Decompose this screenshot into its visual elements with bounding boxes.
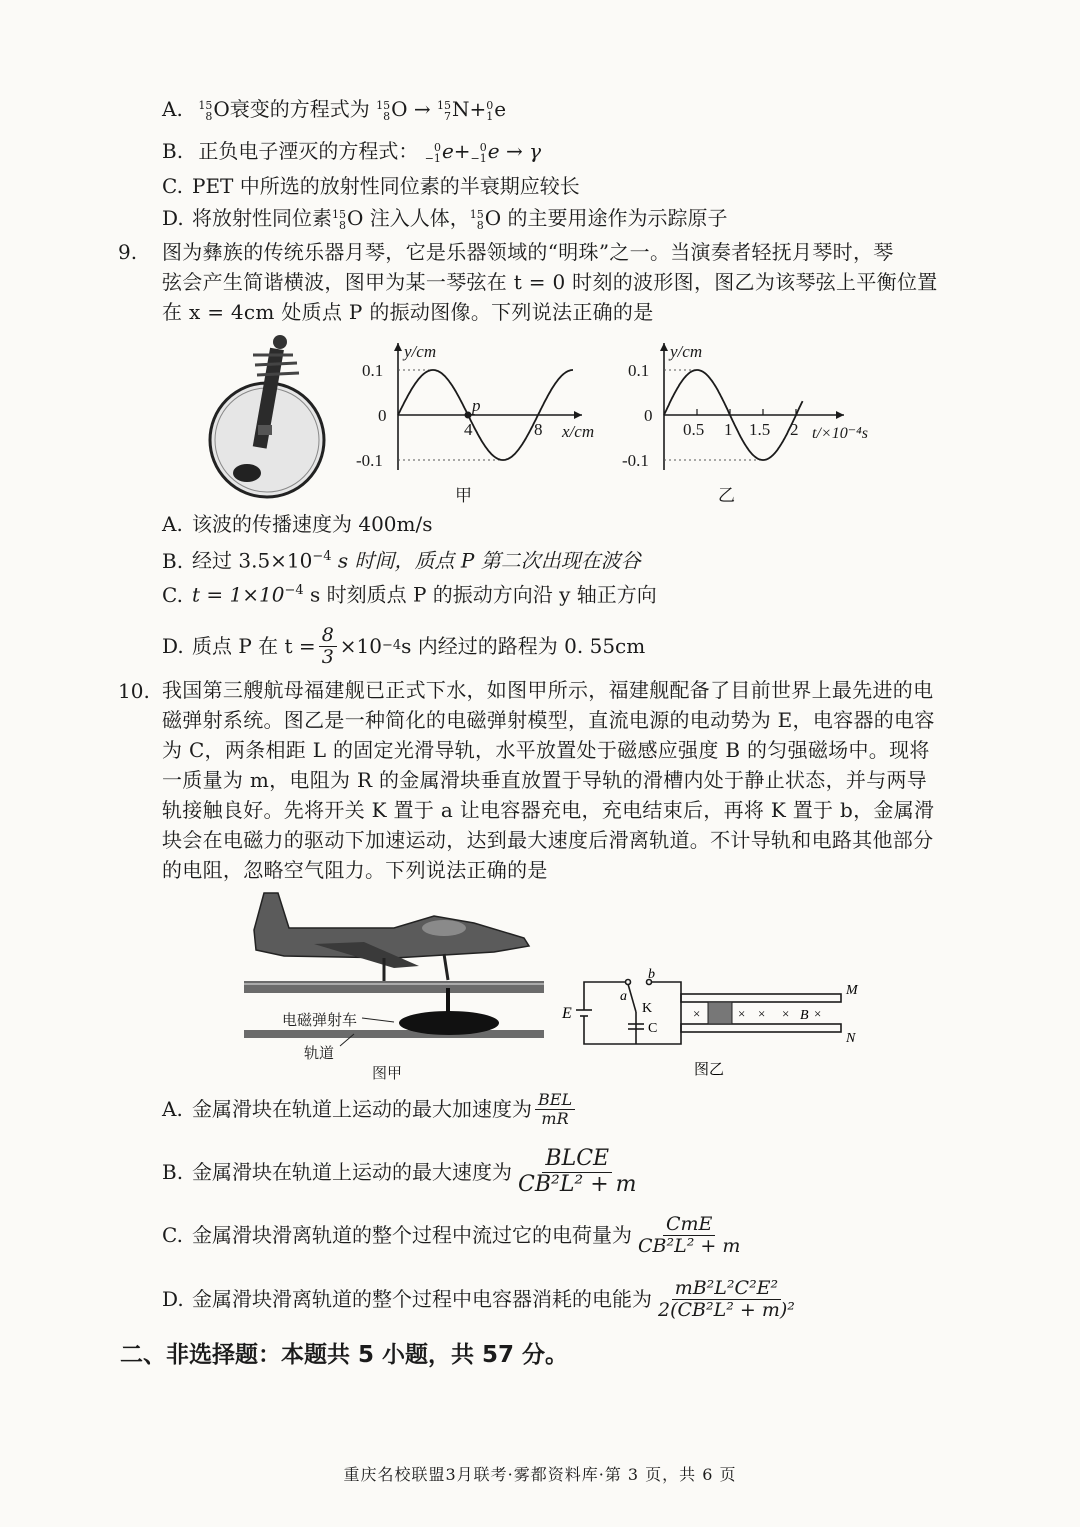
iso-e: 0 1 (486, 98, 494, 123)
q8-option-c-text: PET 中所选的放射性同位素的半衰期应较长 (192, 174, 580, 198)
x-tick-label: 0.5 (683, 420, 705, 439)
chart-title: 乙 (718, 486, 735, 505)
q8-option-c: C. PET 中所选的放射性同位素的半衰期应较长 (162, 174, 580, 198)
wave-chart-jia (350, 335, 610, 505)
q10-stem-line3: 为 C，两条相距 L 的固定光滑导轨，水平放置处于磁感应强度 B 的匀强磁场中。现将 (162, 738, 930, 762)
q9-option-c: C. $t = 1\times 10^{-4}$ s 时刻质点 P 的振动方向沿 y 轴正方向 (162, 582, 657, 607)
label-b: b (648, 967, 655, 982)
y-tick-label: -0.1 (622, 451, 649, 470)
q9-number: 9. (118, 240, 138, 264)
q9-option-b: B. 经过 $3.5\times 10^{-4}$ s 时间，质点 P 第二次出现在波谷 (162, 548, 641, 573)
svg-text:×: × (693, 1006, 701, 1021)
x-axis-arrow (574, 411, 582, 419)
label-B: B (800, 1008, 809, 1023)
q9-stem-line2: 弦会产生简谐横波，图甲为某一琴弦在 t = 0 时刻的波形图，图乙为该琴弦上平衡位置 (162, 270, 938, 294)
label-cart: 电磁弹射车 (282, 1013, 358, 1029)
q8-option-a: A. 15 8 O衰变的方程式为 15 8 O → 15 7 N+ 0 1 e (162, 97, 507, 123)
q10-option-a: A. 金属滑块在轨道上运动的最大加速度为 $\frac{\text{BEL}}{mR}$ (162, 1083, 578, 1135)
x-tick-label: 2 (790, 420, 799, 439)
q10-stem-line4: 一质量为 m，电阻为 R 的金属滑块垂直放置于导轨的滑槽内处于静止状态，并与两导 (162, 768, 928, 792)
q8-option-a-text: 衰变的方程式为 (229, 97, 370, 121)
y-axis-arrow (394, 343, 402, 351)
section-two-heading: 二、非选择题：本题共 5 小题，共 57 分。 (120, 1342, 569, 1368)
label-N: N (846, 1031, 856, 1046)
x-tick-label: 4 (464, 420, 473, 439)
x-axis-arrow (836, 411, 844, 419)
x-tick-label: 1 (724, 420, 733, 439)
y-tick-label: 0 (644, 406, 653, 425)
label-track: 轨道 (304, 1046, 335, 1062)
x-axis-label: x/cm (562, 422, 595, 441)
y-tick-label: -0.1 (356, 451, 383, 470)
yueqin-image (195, 330, 345, 500)
label-C: C (648, 1021, 658, 1036)
q9-stem-line1: 图为彝族的传统乐器月琴，它是乐器领域的“明珠”之一。当演奏者轻抚月琴时，琴 (162, 240, 894, 264)
label-a: a (620, 989, 627, 1004)
label-K: K (642, 1001, 653, 1016)
point-p (465, 412, 472, 419)
y-axis-label: y/cm (670, 342, 703, 361)
q10-stem-line6: 块会在电磁力的驱动下加速运动，达到最大速度后滑离轨道。不计导轨和电路其他部分 (162, 828, 934, 852)
q9-option-d: D. 质点 P 在 t = $\frac{8}{3}$ ×10 −4 s 内经过的路程为 0. 55cm (162, 623, 646, 668)
svg-text:×: × (814, 1006, 822, 1021)
q8-option-b: B. 正负电子湮灭的方程式： 0 −1 e+ 0 −1 e → γ (162, 139, 542, 165)
q10-stem-line7: 的电阻，忽略空气阻力。下列说法正确的是 (162, 858, 548, 882)
y-tick-label: 0 (378, 406, 387, 425)
svg-text:×: × (738, 1006, 746, 1021)
caption-fig-yi: 图乙 (694, 1062, 725, 1078)
caption-fig-jia: 图甲 (372, 1066, 403, 1082)
q10-number: 10. (118, 679, 150, 703)
page-footer: 重庆名校联盟3月联考·雾都资料库·第 3 页，共 6 页 (343, 1465, 737, 1484)
svg-text:×: × (758, 1006, 766, 1021)
q10-stem-line5: 轨接触良好。先将开关 K 置于 a 让电容器充电，充电结束后，再将 K 置于 b，金属滑 (162, 798, 935, 822)
q10-option-d: D. 金属滑块滑离轨道的整个过程中电容器消耗的电能为 $\frac{\text{mB²L²C²E²}}{\text{2(CB²L² + m)²}}$ (162, 1276, 795, 1321)
iso-n15: 15 7 (437, 98, 452, 123)
label-E: E (562, 1005, 572, 1022)
y-tick-label: 0.1 (362, 361, 384, 380)
chart-title: 甲 (455, 486, 472, 505)
x-tick-label: 1.5 (749, 420, 771, 439)
svg-text:×: × (782, 1006, 790, 1021)
q8-option-d: D. 将放射性同位素 15 8 O 注入人体， 15 8 O 的主要用途作为示踪原子 (162, 206, 728, 232)
q10-option-b: B. 金属滑块在轨道上运动的最大速度为 $\frac{\text{BLCE}}{\text{CB²L² + m}}$ (162, 1146, 637, 1197)
q8-option-d-text: 将放射性同位素 (192, 206, 332, 230)
q8-option-a-key: A. (162, 97, 183, 121)
label-M: M (846, 983, 858, 998)
x-tick-label: 8 (534, 420, 543, 439)
vibration-chart-yi (614, 335, 894, 505)
x-axis-label: t/×10⁻⁴s (812, 425, 868, 442)
q9-stem-line3: 在 x = 4cm 处质点 P 的振动图像。下列说法正确的是 (162, 300, 654, 324)
figure-jia-jet (244, 888, 544, 1088)
y-axis-arrow (660, 343, 668, 351)
y-tick-label: 0.1 (628, 361, 650, 380)
figure-yi-circuit (556, 967, 858, 1082)
point-p-label: p (472, 396, 481, 415)
q8-option-b-text: 正负电子湮灭的方程式： (198, 139, 419, 163)
q9-option-a: A. 该波的传播速度为 400m/s (162, 512, 433, 536)
q10-stem-line1: 我国第三艘航母福建舰已正式下水，如图甲所示，福建舰配备了目前世界上最先进的电 (162, 678, 934, 702)
y-axis-label: y/cm (404, 342, 437, 361)
q9-option-a-text: 该波的传播速度为 400m/s (192, 512, 433, 536)
q10-option-c: C. 金属滑块滑离轨道的整个过程中流过它的电荷量为 $\frac{\text{CmE}}{\text{CB²L² + m}}$ (162, 1212, 741, 1257)
q10-stem-line2: 磁弹射系统。图乙是一种简化的电磁弹射模型，直流电源的电动势为 E，电容器的电容 (162, 708, 935, 732)
iso-o15: 15 8 (198, 98, 213, 123)
